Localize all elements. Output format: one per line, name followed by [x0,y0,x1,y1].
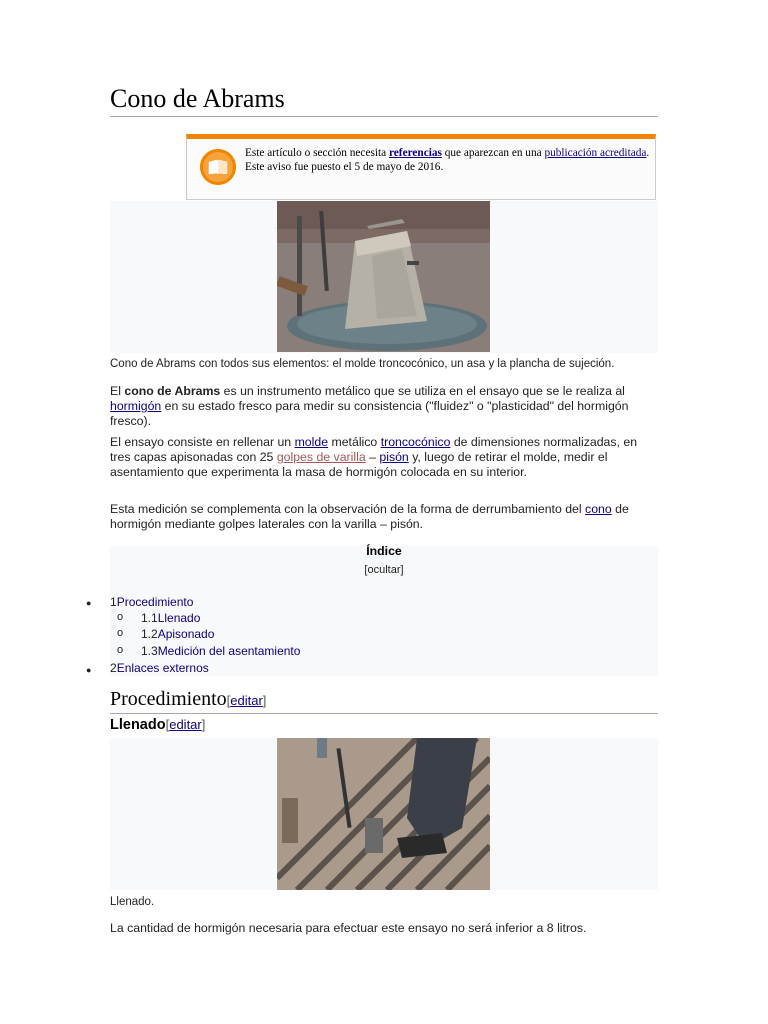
golpes-de-varilla-link[interactable]: golpes de varilla [276,450,366,464]
hormigon-link[interactable]: hormigón [110,399,162,413]
text: en su estado fresco para medir su consistencia ("fluidez" o "plasticidad" del hormigón fresco). [110,399,629,428]
subsection-heading [110,717,205,733]
page-title: Cono de Abrams [110,84,285,113]
references-notice-box [186,134,656,200]
pison-link[interactable]: pisón [379,450,409,464]
subsection-edit-link[interactable]: editar [169,717,202,732]
toc-label[interactable]: Llenado [157,611,201,625]
text: y, luego de retirar el molde, medir el asentamiento que experimenta la masa de hormigón colocada en su interior. [110,450,608,479]
quantity-paragraph: La cantidad de hormigón necesaria para efectuar este ensayo no será inferior a 8 litros. [110,921,587,935]
molde-link[interactable]: molde [294,435,329,449]
test-description-paragraph [110,435,658,480]
notice-text-part: Este artículo o sección necesita [245,147,389,159]
book-icon [200,149,236,185]
bullet-icon: ● [86,598,92,608]
toc-number: 1 [110,595,117,609]
subsection-edit-wrapper: [editar] [165,717,206,732]
measurement-paragraph [110,502,658,532]
text: Esta medición se complementa con la observación de la forma de derrumbamiento del [110,502,586,516]
notice-text [245,146,650,174]
toc-number: 1.1 [141,611,158,625]
bold-term: cono de Abrams [124,384,221,398]
subsection-heading-text: Llenado [110,717,166,733]
toc-item-procedimiento[interactable] [110,595,193,609]
section-heading-text: Procedimiento [110,688,227,710]
figure-caption: Llenado. [110,896,155,908]
troncoconico-link[interactable]: troncocónico [380,435,451,449]
text: de dimensiones normalizadas, en tres capas apisonadas con 25 [110,435,638,464]
toc-number: 1.2 [141,627,158,641]
abrams-cone-photo[interactable] [277,201,490,352]
toc-label[interactable]: Procedimiento [116,595,194,609]
toc-label[interactable]: Enlaces externos [116,661,209,675]
toc-label[interactable]: Medición del asentamiento [157,644,301,658]
toc-title: Índice [366,544,402,558]
section-edit-wrapper: [editar] [226,693,267,708]
accredited-publication-link[interactable]: publicación acreditada [544,147,647,159]
intro-paragraph [110,384,658,429]
section-heading [110,688,266,711]
text: El ensayo consiste en rellenar un [110,435,295,449]
toc-item-llenado[interactable] [141,611,200,625]
notice-date: Este aviso fue puesto el 5 de mayo de 2016. [245,161,444,173]
title-divider [110,116,658,117]
toc-item-enlaces-externos[interactable] [110,661,209,675]
toc-item-apisonado[interactable] [141,627,214,641]
cono-link[interactable]: cono [585,502,612,516]
toc-item-medicion[interactable] [141,644,300,658]
toc-number: 1.3 [141,644,158,658]
text: es un instrumento metálico que se utiliza en el ensayo que se le realiza al [220,384,625,398]
section-edit-link[interactable]: editar [230,693,263,708]
circle-bullet-icon: o [117,627,124,639]
toc-number: 2 [110,661,117,675]
notice-text-part: que aparezcan en una [441,147,545,159]
figure-caption: Cono de Abrams con todos sus elementos: el molde troncocónico, un asa y la plancha de sujeción. [110,358,615,370]
toc-toggle-button[interactable]: [ocultar] [364,564,404,576]
notice-text-part: . [646,147,650,159]
toc-label[interactable]: Apisonado [157,627,215,641]
circle-bullet-icon: o [117,611,124,623]
references-link[interactable]: referencias [388,147,442,159]
text: metálico [328,435,381,449]
circle-bullet-icon: o [117,644,124,656]
filling-photo[interactable] [277,738,490,890]
text: – [365,450,380,464]
toc-toggle-label[interactable]: ocultar [367,564,401,576]
bullet-icon: ● [86,665,92,675]
section-divider [110,713,658,714]
text: de hormigón mediante golpes laterales con la varilla – pisón. [110,502,629,531]
text: El [110,384,125,398]
